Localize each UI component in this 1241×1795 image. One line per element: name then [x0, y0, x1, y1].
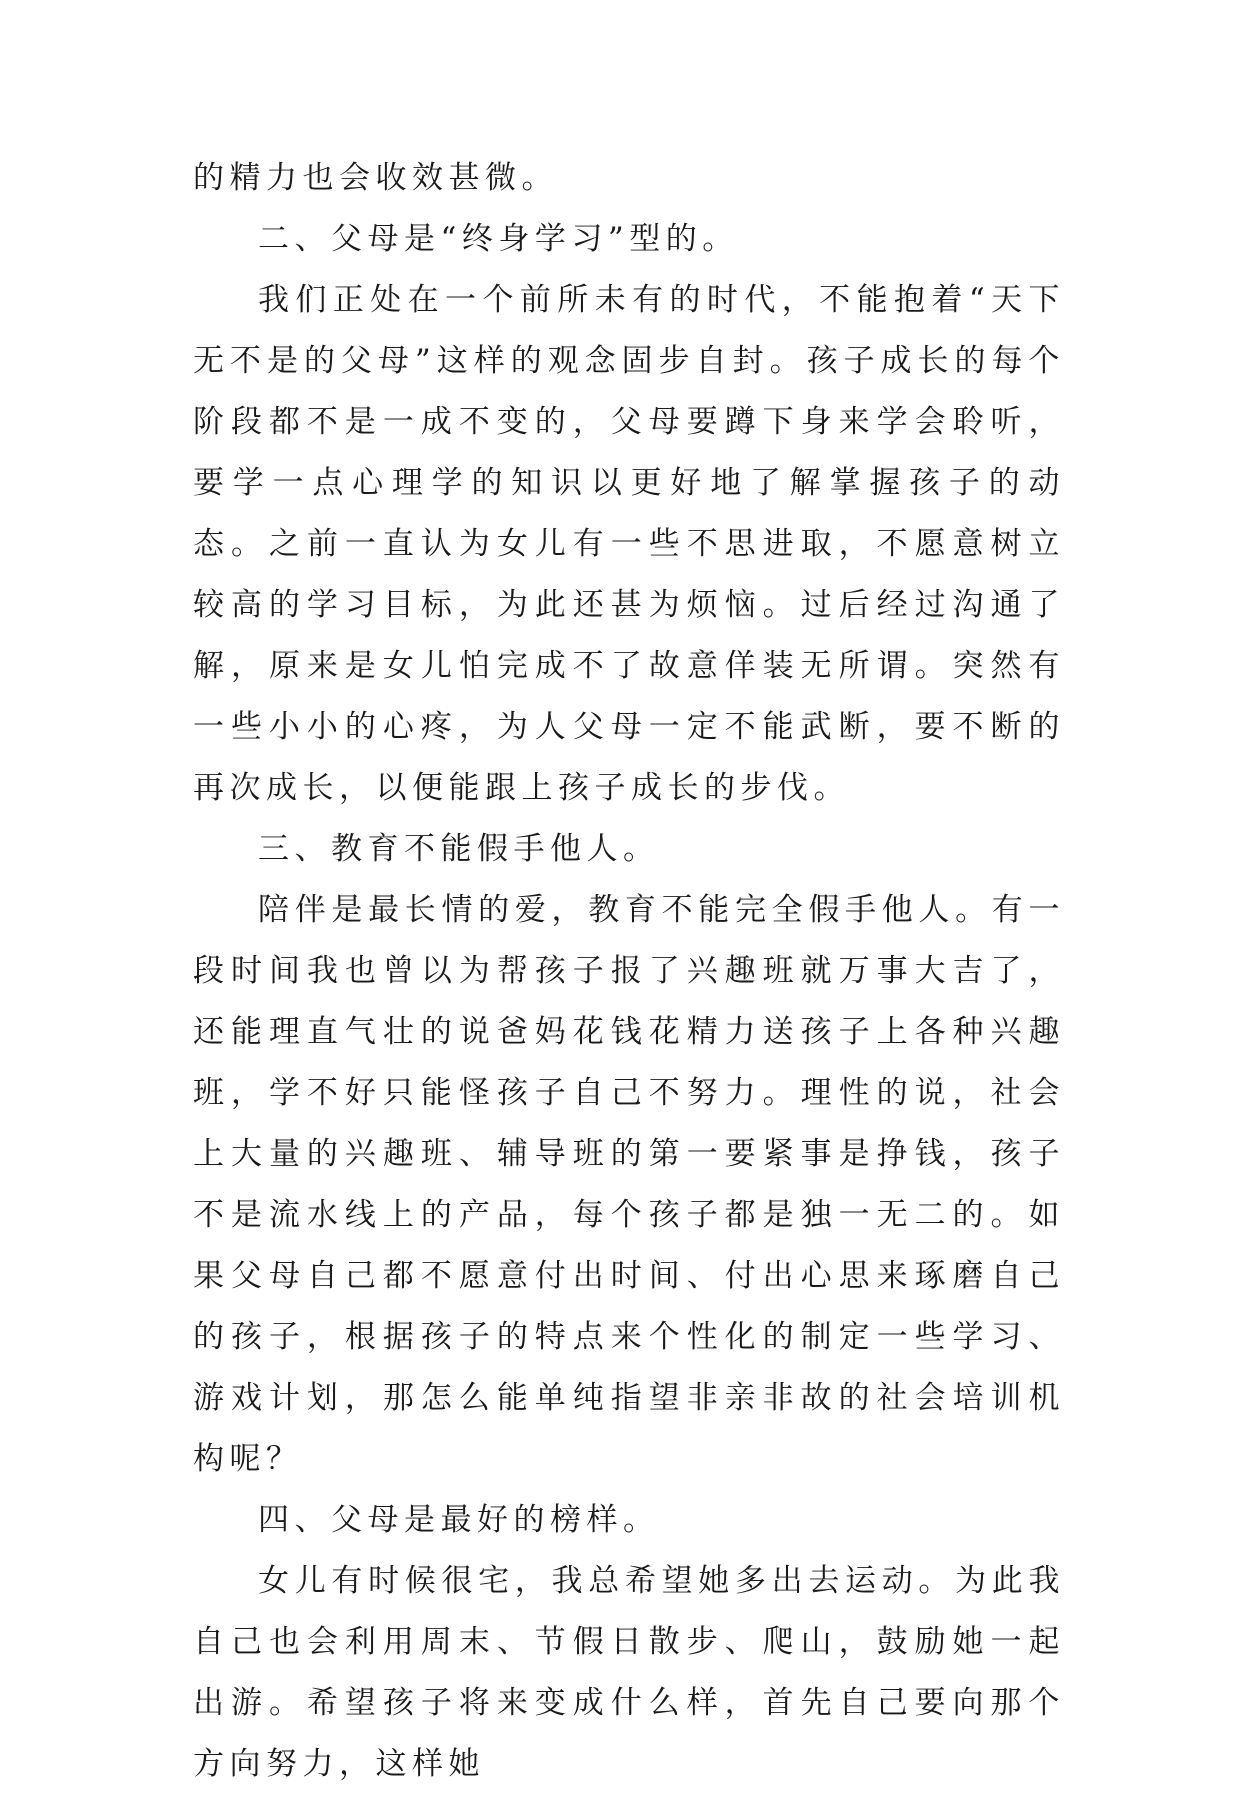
- document-page: [193, 148, 1065, 1795]
- paragraph-2: 我们正处在一个前所未有的时代，不能抱着“天下无不是的父母”这样的观念固步自封。孩子成长的每个阶段都不是一成不变的，父母要蹲下身来学会聆听，要学一点心理学的知识以更好地了解掌握孩子的动态。之前一直认为女儿有一些不思进取，不愿意树立较高的学习目标，为此还甚为烦恼。过后经过沟通了解，原来是女儿怕完成不了故意佯装无所谓。突然有一些小小的心疼，为人父母一定不能武断，要不断的再次成长，以便能跟上孩子成长的步伐。: [193, 282, 1065, 806]
- paragraph-1: 的精力也会收效甚微。: [193, 160, 558, 196]
- paragraph-4: 女儿有时候很宅，我总希望她多出去运动。为此我自己也会利用周末、节假日散步、爬山，鼓励她一起出游。希望孩子将来变成什么样，首先自己要向那个方向努力，这样她: [193, 1563, 1065, 1782]
- paragraph-3: 陪伴是最长情的爱，教育不能完全假手他人。有一段时间我也曾以为帮孩子报了兴趣班就万事大吉了，还能理直气壮的说爸妈花钱花精力送孩子上各种兴趣班，学不好只能怪孩子自己不努力。理性的说，社会上大量的兴趣班、辅导班的第一要紧事是挣钱，孩子不是流水线上的产品，每个孩子都是独一无二的。如果父母自己都不愿意付出时间、付出心思来琢磨自己的孩子，根据孩子的特点来个性化的制定一些学习、游戏计划，那怎么能单纯指望非亲非故的社会培训机构呢？: [193, 892, 1065, 1477]
- section-heading-2: 二、父母是“终身学习”型的。: [258, 221, 739, 257]
- section-heading-3: 三、教育不能假手他人。: [258, 831, 660, 867]
- section-heading-4: 四、父母是最好的榜样。: [258, 1502, 660, 1538]
